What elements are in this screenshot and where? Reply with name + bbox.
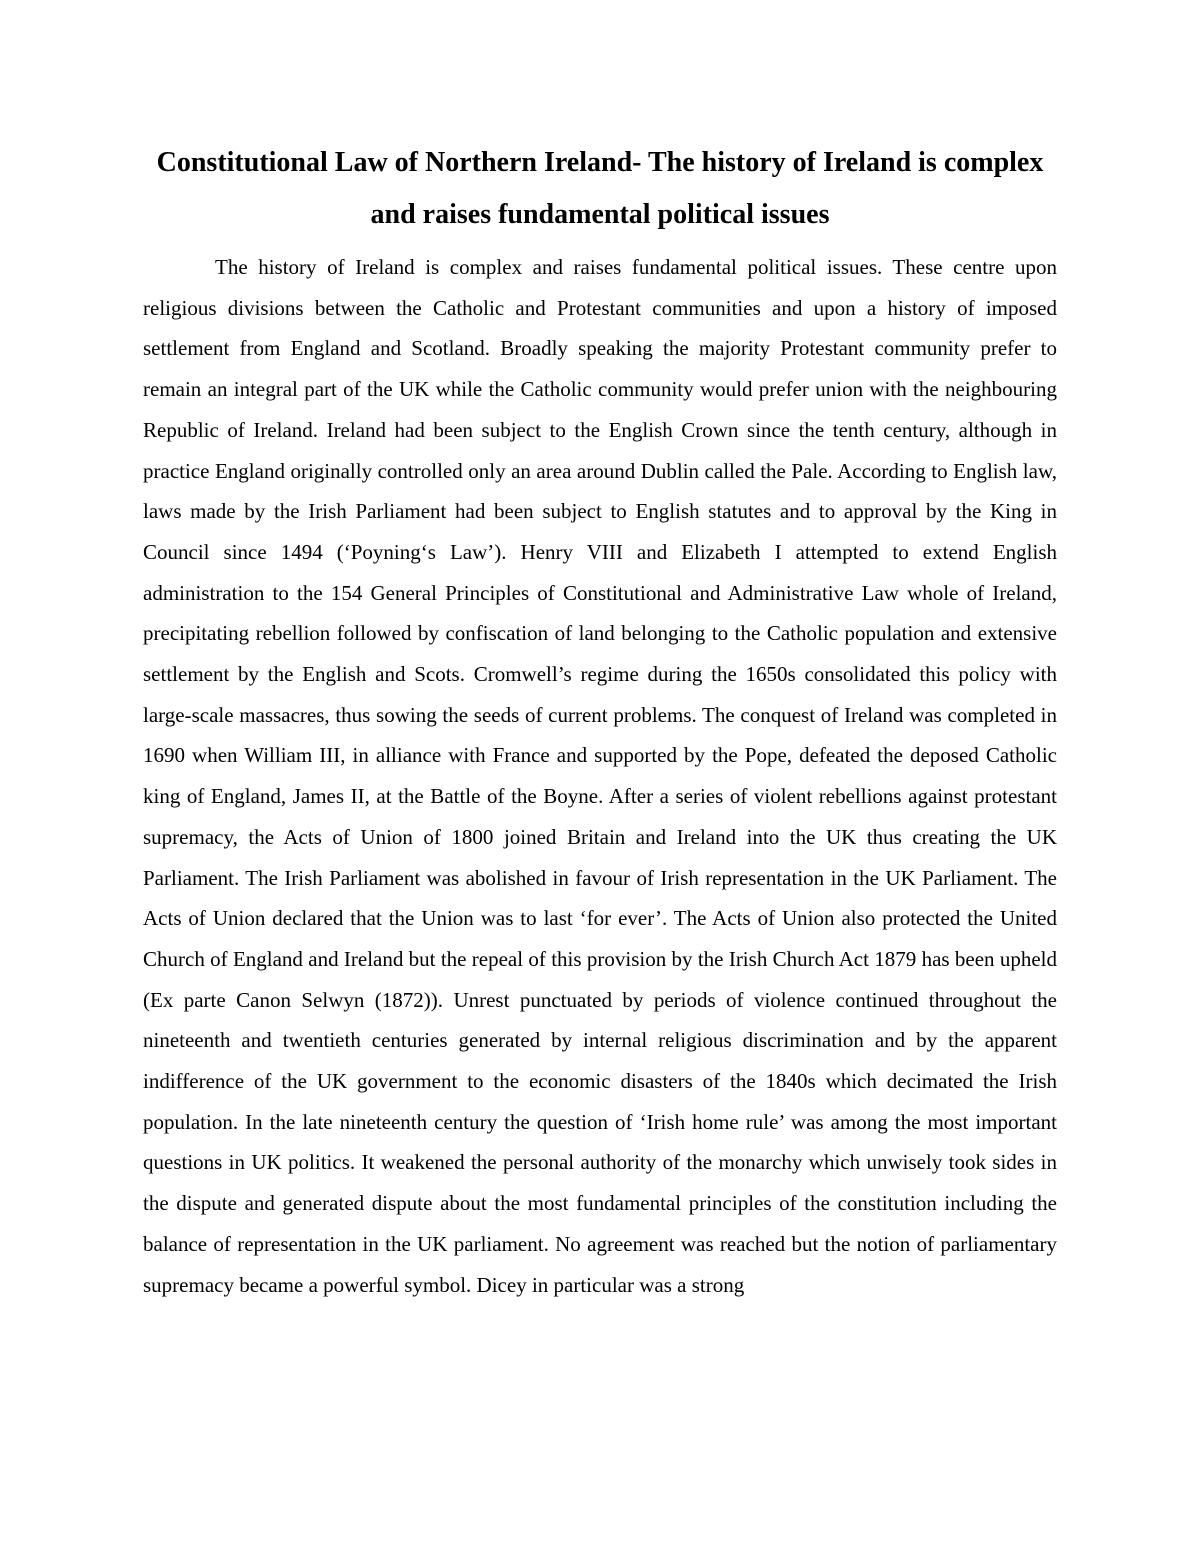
document-title: Constitutional Law of Northern Ireland- The history of Ireland is complex and raises fundamental political issues: [156, 147, 1044, 230]
document-content: [143, 137, 1057, 1305]
body-paragraph: The history of Ireland is complex and raises fundamental political issues. These centre upon religious divisions between the Catholic and Protestant communities and upon a history of imposed settlement from England and Scotland. Broadly speaking the majority Protestant community prefer to remain an integral part of the UK while the Catholic community would prefer union with the neighbouring Republic of Ireland. Ireland had been subject to the English Crown since the tenth century, although in practice England originally controlled only an area around Dublin called the Pale. According to English law, laws made by the Irish Parliament had been subject to English statutes and to approval by the King in Council since 1494 (‘Poyning‘s Law’). Henry VIII and Elizabeth I attempted to extend English administration to the 154 General Principles of Constitutional and Administrative Law whole of Ireland, precipitating rebellion followed by confiscation of land belonging to the Catholic population and extensive settlement by the English and Scots. Cromwell’s regime during the 1650s consolidated this policy with large-scale massacres, thus sowing the seeds of current problems. The conquest of Ireland was completed in 1690 when William III, in alliance with France and supported by the Pope, defeated the deposed Catholic king of England, James II, at the Battle of the Boyne. After a series of violent rebellions against protestant supremacy, the Acts of Union of 1800 joined Britain and Ireland into the UK thus creating the UK Parliament. The Irish Parliament was abolished in favour of Irish representation in the UK Parliament. The Acts of Union declared that the Union was to last ‘for ever’. The Acts of Union also protected the United Church of England and Ireland but the repeal of this provision by the Irish Church Act 1879 has been upheld (Ex parte Canon Selwyn (1872)). Unrest punctuated by periods of violence continued throughout the nineteenth and twentieth centuries generated by internal religious discrimination and by the apparent indifference of the UK government to the economic disasters of the 1840s which decimated the Irish population. In the late nineteenth century the question of ‘Irish home rule’ was among the most important questions in UK politics. It weakened the personal authority of the monarchy which unwisely took sides in the dispute and generated dispute about the most fundamental principles of the constitution including the balance of representation in the UK parliament. No agreement was reached but the notion of parliamentary supremacy became a powerful symbol. Dicey in particular was a strong: [143, 255, 1057, 1297]
